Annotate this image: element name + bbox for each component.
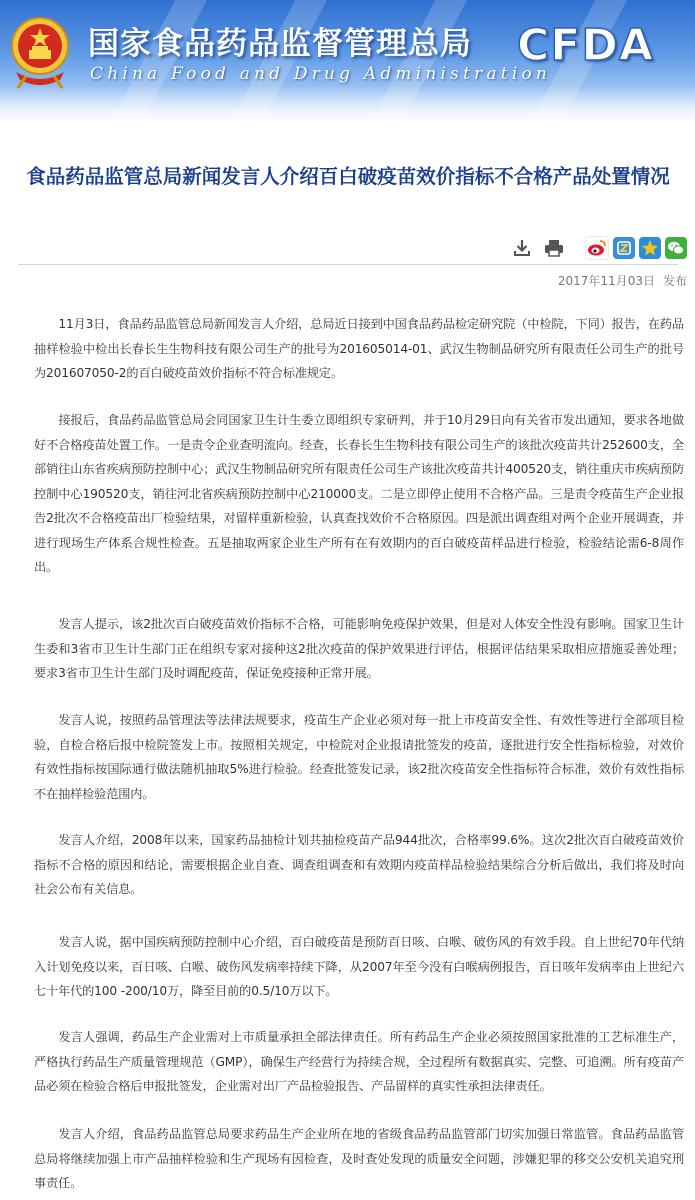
site-title: 国家食品药品监督管理总局 <box>88 26 472 62</box>
title-divider <box>18 264 678 265</box>
share-bar <box>585 236 687 260</box>
article-paragraph: 发言人介绍，2008年以来，国家药品抽检计划共抽检疫苗产品944批次，合格率99.6%。这次2批次百白破疫苗效价指标不合格的原因和结论，需要根据企业自查、调查组调查和有效期内疫苗样品检验结果综合分析后做出，我们将及时向社会公布有关信息。 <box>34 833 684 896</box>
publish-date: 2017年11月03日 <box>557 274 655 288</box>
article-paragraph: 发言人介绍，食品药品监管总局要求药品生产企业所在地的省级食品药品监管部门切实加强日常监管。食品药品监管总局将继续加强上市产品抽样检验和生产现场有因检查，及时查处发现的质量安全问题，涉嫌犯罪的移交公安机关追究刑事责任。 <box>34 1127 684 1190</box>
site-banner <box>0 0 695 120</box>
star-icon <box>641 239 659 257</box>
download-icon <box>513 239 531 257</box>
wechat-share-button[interactable] <box>665 237 687 259</box>
article-paragraph: 发言人提示，该2批次百白破疫苗效价指标不合格，可能影响免疫保护效果，但是对人体安全性没有影响。国家卫生计生委和3省市卫生计生部门正在组织专家对接种这2批次疫苗的保护效果进行评估，根据评估结果采取相应措施妥善处理；要求3省市卫生计生部门及时调配疫苗，保证免疫接种正常开展。 <box>34 617 684 680</box>
cfda-logo: CFDA <box>517 20 654 71</box>
article-paragraph: 11月3日，食品药品监管总局新闻发言人介绍，总局近日接到中国食品药品检定研究院（中检院，下同）报告，在药品抽样检验中检出长春长生生物科技有限公司生产的批号为201605014-01、武汉生物制品研究所有限责任公司生产的批号为201607050-2的百白破疫苗效价指标不符合标准规定。 <box>34 317 684 380</box>
banner-haze <box>0 86 695 120</box>
site-subtitle: China Food and Drug Administration <box>90 64 552 84</box>
qzone-icon <box>616 240 632 256</box>
article-title: 食品药品监管总局新闻发言人介绍百白破疫苗效价指标不合格产品处置情况 <box>26 165 670 188</box>
download-button[interactable] <box>511 237 533 259</box>
print-button[interactable] <box>543 237 565 259</box>
article-paragraph: 发言人说，按照药品管理法等法律法规要求，疫苗生产企业必须对每一批上市疫苗安全性、有效性等进行全部项目检验，自检合格后报中检院签发上市。按照相关规定，中检院对企业报请批签发的疫苗，逐批进行安全性指标检验，对效价有效性指标按国际通行做法随机抽取5%进行检验。经查批签发记录，该2批次疫苗安全性指标符合标准，效价有效性指标不在抽样检验范围内。 <box>34 713 684 801</box>
qzone-share-button[interactable] <box>613 237 635 259</box>
weibo-icon <box>587 239 607 257</box>
weibo-share-button[interactable] <box>585 236 609 260</box>
article-paragraph: 发言人强调，药品生产企业需对上市质量承担全部法律责任。所有药品生产企业必须按照国家批准的工艺标准生产，严格执行药品生产质量管理规范（GMP），确保生产经营行为持续合规，全过程所有数据真实、完整、可追溯。所有疫苗产品必须在检验合格后申报批签发，企业需对出厂产品检验报告、产品留样的真实性承担法律责任。 <box>34 1030 684 1093</box>
article-paragraph: 接报后，食品药品监管总局会同国家卫生计生委立即组织专家研判，并于10月29日向有关省市发出通知，要求各地做好不合格疫苗处置工作。一是责令企业查明流向。经查，长春长生生物科技有限公司生产的该批次疫苗共计252600支，全部销往山东省疾病预防控制中心；武汉生物制品研究所有限责任公司生产该批次疫苗共计400520支，销往重庆市疾病预防控制中心190520支，销往河北省疾病预防控制中心210000支。二是立即停止使用不合格产品。三是责令疫苗生产企业报告2批次不合格疫苗出厂检验结果，对留样重新检验，认真查找效价不合格原因。四是派出调查组对两个企业开展调查，并进行现场生产体系合规性检查。五是抽取两家企业生产所有在有效期内的百白破疫苗样品进行检验，检验结论需6-8周作出。 <box>34 413 684 574</box>
publish-info <box>558 272 687 289</box>
wechat-icon <box>667 240 685 256</box>
print-icon <box>544 239 564 257</box>
tencent-weibo-share-button[interactable] <box>639 237 661 259</box>
article-toolbar <box>511 236 565 260</box>
national-emblem-icon <box>8 12 72 92</box>
publish-label: 发布 <box>662 274 687 288</box>
article-paragraph: 发言人说，据中国疾病预防控制中心介绍，百白破疫苗是预防百日咳、白喉、破伤风的有效手段。自上世纪70年代纳入计划免疫以来，百日咳、白喉、破伤风发病率持续下降，从2007年至今没有白喉病例报告，百日咳年发病率由上世纪六七十年代的100 -200/10万，降至目前的0.5/10万以下。 <box>34 935 684 998</box>
